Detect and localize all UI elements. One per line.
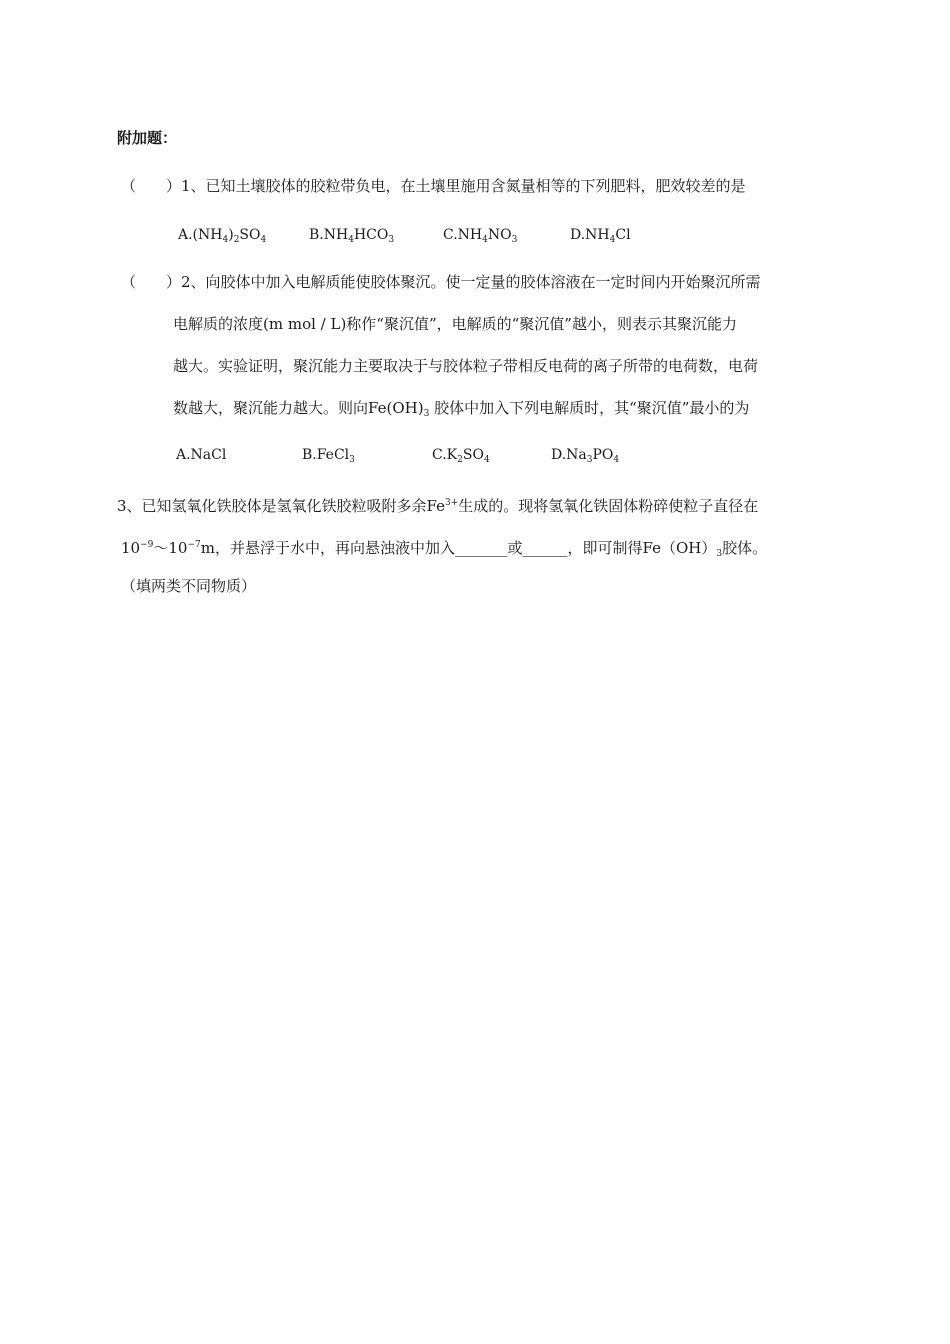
- question-1-stem: （ ）1、已知土壤胶体的胶粒带负电，在土壤里施用含氮量相等的下列肥料，肥效较差的是: [121, 177, 746, 195]
- question-3-line-2: $10^{-9}\sim 10^{-7}m$，并悬浮于水中，再向悬浊液中加入_______或______，即可制得$Fe(OH)_3$胶体。: [121, 539, 768, 559]
- question-2-line-2: 电解质的浓度(m mol / L)称作“聚沉值”，电解质的“聚沉值”越小，则表示其聚沉能力: [173, 315, 737, 333]
- question-1-option-b: $B.NH_4HCO_3$: [309, 227, 395, 245]
- question-1-option-d: $D.NH_4Cl$: [570, 227, 631, 245]
- question-3-line-1: 3、已知氢氧化铁胶体是氢氧化铁胶粒吸附多余$Fe^{3+}$生成的。现将氢氧化铁固体粉碎使粒子直径在: [117, 497, 759, 515]
- question-3-line-3: （填两类不同物质）: [121, 577, 257, 595]
- question-2-line-1: （ ）2、向胶体中加入电解质能使胶体聚沉。使一定量的胶体溶液在一定时间内开始聚沉所需: [121, 273, 761, 291]
- question-1-option-c: $C.NH_4NO_3$: [443, 227, 518, 245]
- question-2-options: [0, 445, 950, 465]
- question-2-line-3: 越大。实验证明，聚沉能力主要取决于与胶体粒子带相反电荷的离子所带的电荷数，电荷: [173, 357, 759, 375]
- question-2-option-d: $D.Na_3PO_4$: [551, 447, 620, 465]
- question-2-line-4: 数越大，聚沉能力越大。则向$Fe(OH)_3$ 胶体中加入下列电解质时，其“聚沉值”最小的为: [173, 399, 750, 419]
- question-2-option-a: A.NaCl: [176, 447, 227, 463]
- question-1-option-a: $A.(NH_4)_2SO_4$: [178, 227, 267, 245]
- question-2-option-b: B.FeCl$_3$: [302, 447, 355, 465]
- question-1-options: [0, 225, 950, 245]
- question-2-option-c: $C.K_2SO_4$: [432, 447, 490, 465]
- section-title: 附加题：: [117, 129, 178, 147]
